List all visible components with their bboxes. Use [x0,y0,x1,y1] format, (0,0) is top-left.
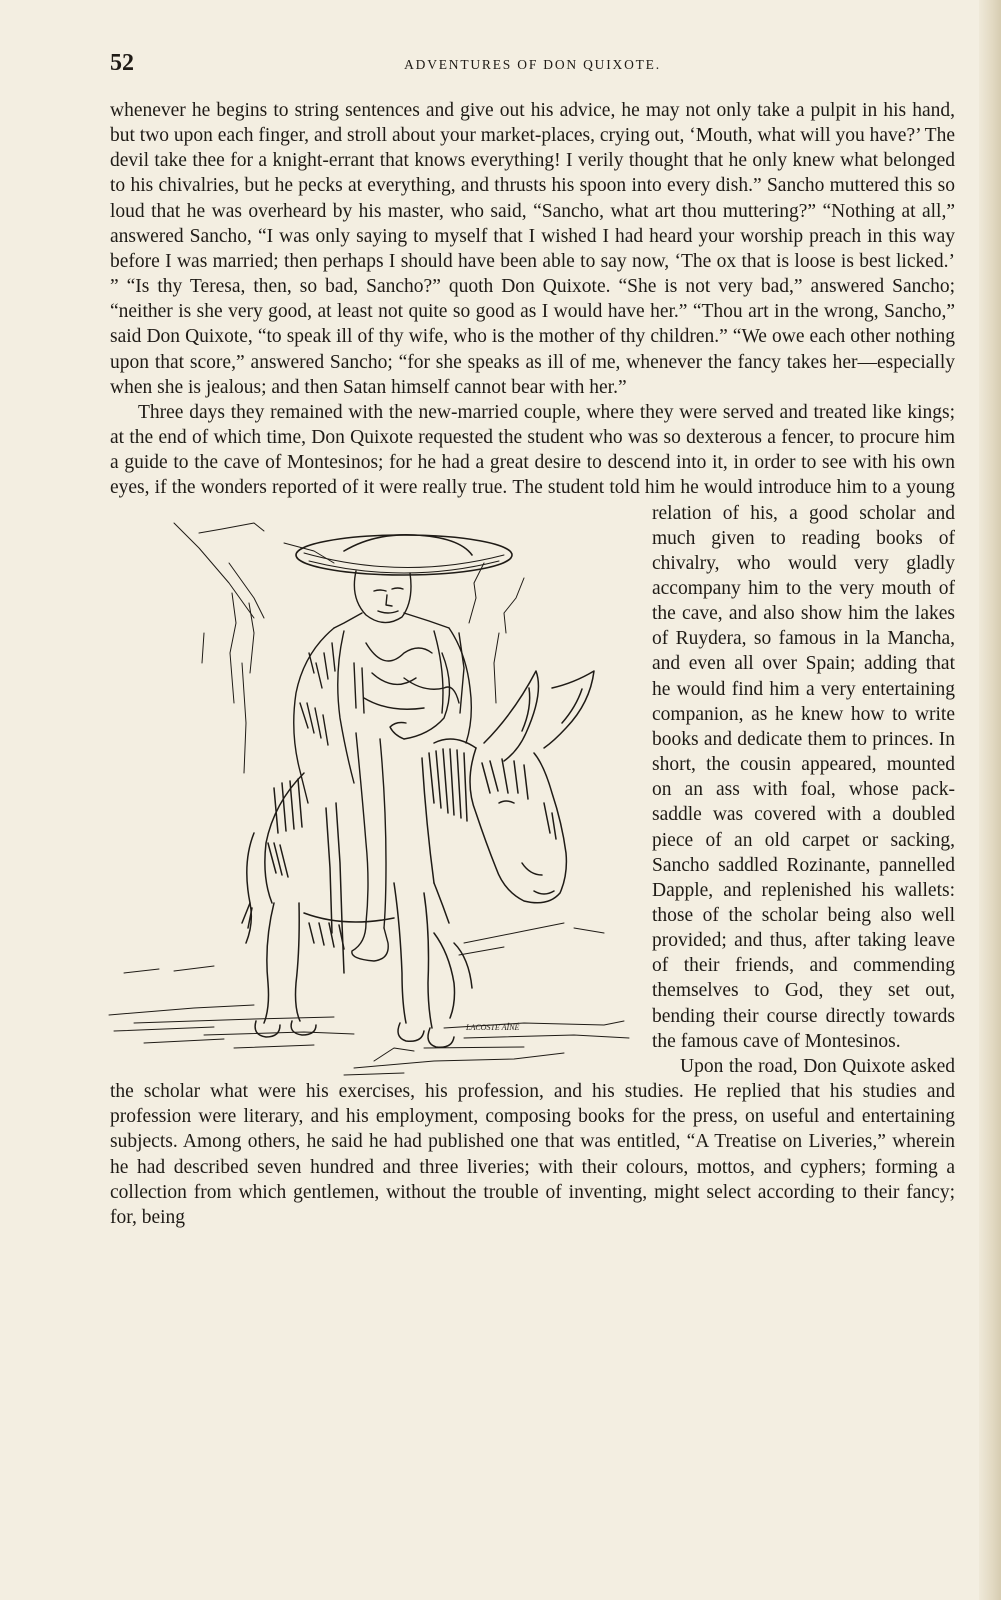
background-strokes [174,523,524,773]
paragraph-three-days-text: Three days they remained with the new-married couple, where they were served and treated like kings; at the end of which time, Don Quixote requested the student who was so dexterous a fencer, to procure him a guide to the cave of Montesinos; for he had a great desire to descend into it, in order to see with his own eyes, if the wonders reported of it were really true. [110,401,955,499]
page-header [110,50,955,84]
paragraph-student-told-text: The student told him he would introduce him to a young relation of his, a good scholar and much given to reading books of chivalry, who would very gladly accompany him to the very mouth of the cave, and also show him the lakes of Ruydera, so famous in la Mancha, and even all over Spain; adding that he would find him a very entertaining companion, as he knew how to write books and dedicate them to princes. In short, the cousin appeared, mounted on an ass with foal, whose pack-saddle was covered with a doubled piece of an old carpet or sacking, Sancho saddled Rozinante, pannelled Dapple, and replenished his wallets: those of the scholar being also well provided; and thus, after taking leave of their friends, and commending themselves to God, they set out, bending their course directly towards the famous cave of Montesinos. [512,477,955,1052]
hat [296,534,512,574]
wrapped-text [466,477,955,1052]
ground-hatching [109,923,629,1075]
paragraph-upon-the-road: Upon the road, Don Quixote asked the scholar what were his exercises, his profession, and his studies. He replied that his studies and profession were literary, and his employment, composing books for the press, on useful and entertaining subjects. Among others, he said he had published one that was entitled, “A Treatise on Liveries,” wherein he had described seven hundred and three liveries; with their colours, mottos, and cyphers; forming a collection from which gentlemen, without the trouble of inventing, might select according to their fancy; for, being [110,1055,955,1228]
paragraph-three-days [110,400,955,1054]
donkey [242,671,594,1047]
running-title: ADVENTURES OF DON QUIXOTE. [404,57,661,72]
body-text [110,98,955,1230]
illustration-scholar-on-donkey [104,503,646,1078]
paragraph-sancho-dialogue: whenever he begins to string sentences and give out his advice, he may not only take a pulpit in his hand, but two upon each finger, and stroll about your market-places, crying out, ‘Mouth, what will you have?’ The devil take thee for a knight-errant that knows everything! I verily thought that he only knew what belonged to his chivalries, but he pecks at everything, and thrusts his spoon into every dish.” Sancho muttered this so loud that he was overheard by his master, who said, “Sancho, what art thou muttering?” “Nothing at all,” answered Sancho, “I was only saying to myself that I wished I had heard your worship preach in this way before I was married; then perhaps I should have been able to say now, ‘The ox that is loose is best licked.’ ” “Is thy Teresa, then, so bad, Sancho?” quoth Don Quixote. “She is not very bad,” answered Sancho; “neither is she very good, at least not quite so good as I would have her.” “Thou art in the wrong, Sancho,” said Don Quixote, “to speak ill of thy wife, who is the mother of thy children.” “We owe each other nothing upon that score,” answered Sancho; “for she speaks as ill of me, whenever the fancy takes her—especially when she is jealous; and then Satan himself cannot bear with her.” [110,100,955,398]
artist-signature: LACOSTE AÎNÉ [466,1022,520,1032]
rider-head [334,571,449,628]
page-number: 52 [110,50,134,76]
engraving [104,503,646,1078]
